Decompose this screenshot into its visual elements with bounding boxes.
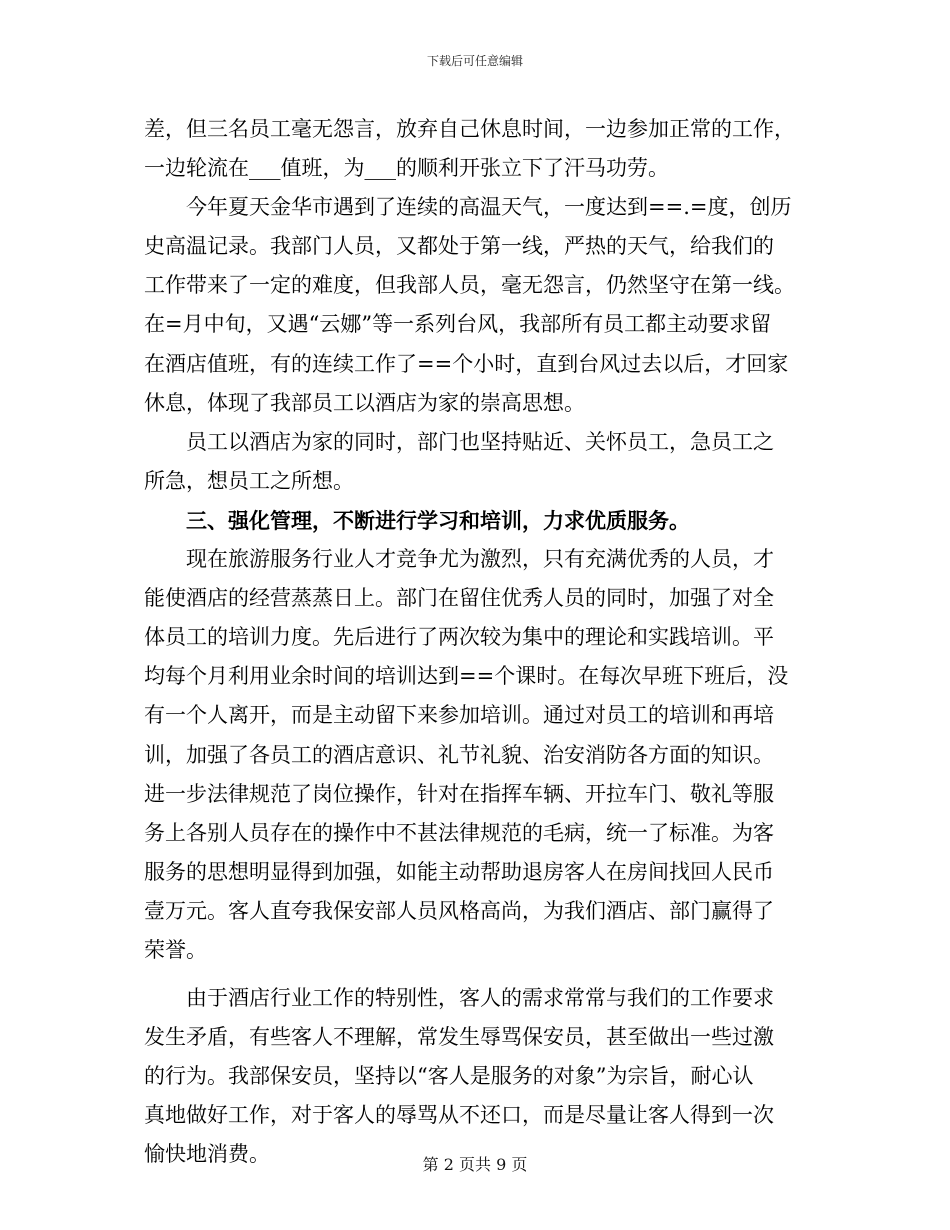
page-number: 第 2 页共 9 页 [422,1155,528,1174]
text-line: 休息，体现了我部员工以酒店为家的崇高思想。 [144,390,585,415]
page-header: 下载后可任意编辑 [426,54,523,68]
text-line: 愉快地消费。 [144,1142,270,1167]
section-heading: 三、强化管理，不断进行学习和培训，力求优质服务。 [144,507,690,533]
text-line: 训，加强了各员工的酒店意识、礼节礼貌、治安消防各方面的知识。 [144,742,774,767]
text-line: 真地做好工作，对于客人的辱骂从不还口，而是尽量让客人得到一次 [144,1103,774,1128]
text-line: 务上各别人员存在的操作中不甚法律规范的毛病，统一了标准。为客 [144,820,774,845]
text-line: 史高温记录。我部门人员，又都处于第一线，严热的天气，给我们的 [144,234,774,259]
text-line: 一边轮流在___值班，为___的顺利开张立下了汗马功劳。 [144,156,669,181]
text-line: 体员工的培训力度。先后进行了两次较为集中的理论和实践培训。平 [144,625,774,650]
text-line: 能使酒店的经营蒸蒸日上。部门在留住优秀人员的同时，加强了对全 [144,586,774,611]
text-line: 差，但三名员工毫无怨言，放弃自己休息时间，一边参加正常的工作， [144,117,795,141]
text-line: 发生矛盾，有些客人不理解，常发生辱骂保安员，甚至做出一些过激 [144,1025,774,1050]
body-text [144,110,804,1175]
text-line: 荣誉。 [144,937,207,962]
text-line: 所急，想员工之所想。 [144,468,354,493]
text-line: 在酒店值班，有的连续工作了==个小时，直到台风过去以后，才回家 [144,351,789,376]
paragraph-gap [144,970,804,979]
text-line: 的行为。我部保安员，坚持以“客人是服务的对象”为宗旨，耐心认 [144,1064,754,1089]
text-line: 服务的思想明显得到加强，如能主动帮助退房客人在房间找回人民币 [144,859,774,884]
text-line: 壹万元。客人直夸我保安部人员风格高尚，为我们酒店、部门赢得了 [144,898,774,923]
text-line: 现在旅游服务行业人才竞争尤为激烈，只有充满优秀的人员，才 [144,547,774,572]
text-line: 员工以酒店为家的同时，部门也坚持贴近、关怀员工，急员工之 [144,429,774,454]
text-line: 进一步法律规范了岗位操作，针对在指挥车辆、开拉车门、敬礼等服 [144,781,774,806]
text-line: 今年夏天金华市遇到了连续的高温天气，一度达到==.=度，创历 [144,195,792,220]
text-line: 由于酒店行业工作的特别性，客人的需求常常与我们的工作要求 [144,986,774,1011]
text-line: 工作带来了一定的难度，但我部人员，毫无怨言，仍然坚守在第一线。 [144,273,795,298]
text-line: 有一个人离开，而是主动留下来参加培训。通过对员工的培训和再培 [144,703,774,728]
text-line: 在=月中旬，又遇“云娜”等一系列台风，我部所有员工都主动要求留 [144,312,772,337]
text-line: 均每个月利用业余时间的培训达到==个课时。在每次早班下班后，没 [144,664,789,689]
